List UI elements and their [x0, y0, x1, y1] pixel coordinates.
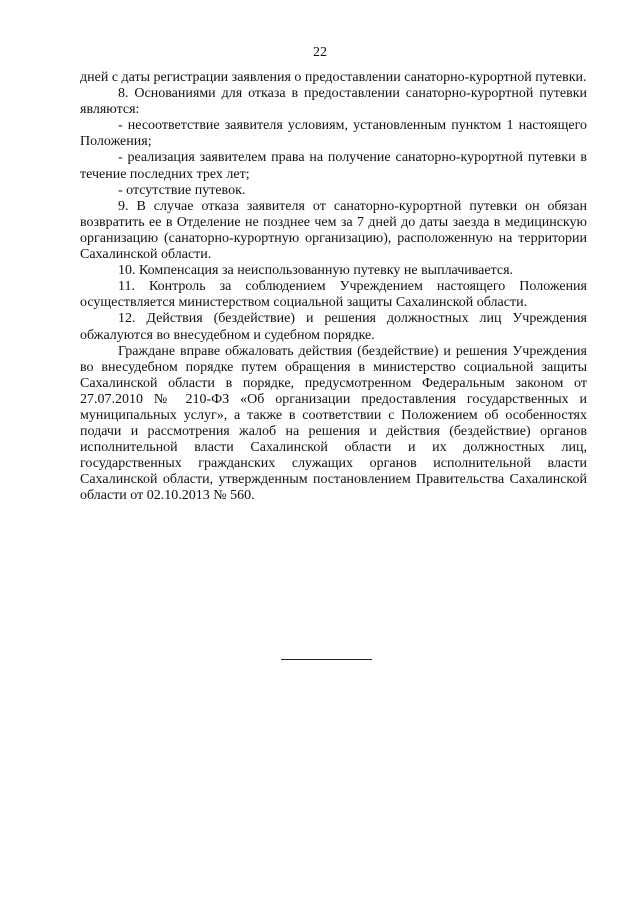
paragraph-control: 11. Контроль за соблюдением Учреждением настоящего Положения осуществляется министерством социальной защиты Сахалинской области. [80, 279, 587, 311]
page-number: 22 [313, 45, 327, 60]
paragraph-no-compensation: 10. Компенсация за неиспользованную путевку не выплачивается. [118, 263, 514, 279]
paragraph-voucher-return: 9. В случае отказа заявителя от санаторно-курортной путевки он обязан возвратить ее в Отделение не позднее чем за 7 дней до даты заезда в медицинскую организацию (санаторно-курортную организацию), расположенную на территории Сахалинской области. [80, 198, 587, 263]
paragraph-refusal-grounds: 8. Основаниями для отказа в предоставлении санаторно-курортной путевки являются: [80, 86, 587, 118]
paragraph-appeal-procedure: Граждане вправе обжаловать действия (бездействие) и решения Учреждения во внесудебном порядке путем обращения в министерство социальной защиты Сахалинской области в порядке, предусмотренном Федеральным законом от 27.07.2010 № 210-ФЗ «Об организации предоставления государственных и муниципальных услуг», а также в соответствии с Положением об особенностях подачи и рассмотрения жалоб на решения и действия (бездействие) органов исполнительной власти Сахалинской области и их должностных лиц, государственных гражданских служащих органов исполнительной власти Сахалинской области, утвержденным постановлением Правительства Сахалинской области от 02.10.2013 № 560. [80, 343, 587, 504]
paragraph-continuation: дней с даты регистрации заявления о предоставлении санаторно-курортной путевки. [80, 70, 587, 85]
list-item-prior-use: - реализация заявителем права на получение санаторно-курортной путевки в течение последних трех лет; [80, 150, 587, 182]
document-body [80, 70, 587, 505]
end-divider [281, 659, 372, 660]
list-item-noncompliance: - несоответствие заявителя условиям, установленным пунктом 1 настоящего Положения; [80, 118, 587, 150]
list-item-no-vouchers: - отсутствие путевок. [118, 182, 246, 198]
paragraph-appeals: 12. Действия (бездействие) и решения должностных лиц Учреждения обжалуются во внесудебном и судебном порядке. [80, 311, 587, 343]
